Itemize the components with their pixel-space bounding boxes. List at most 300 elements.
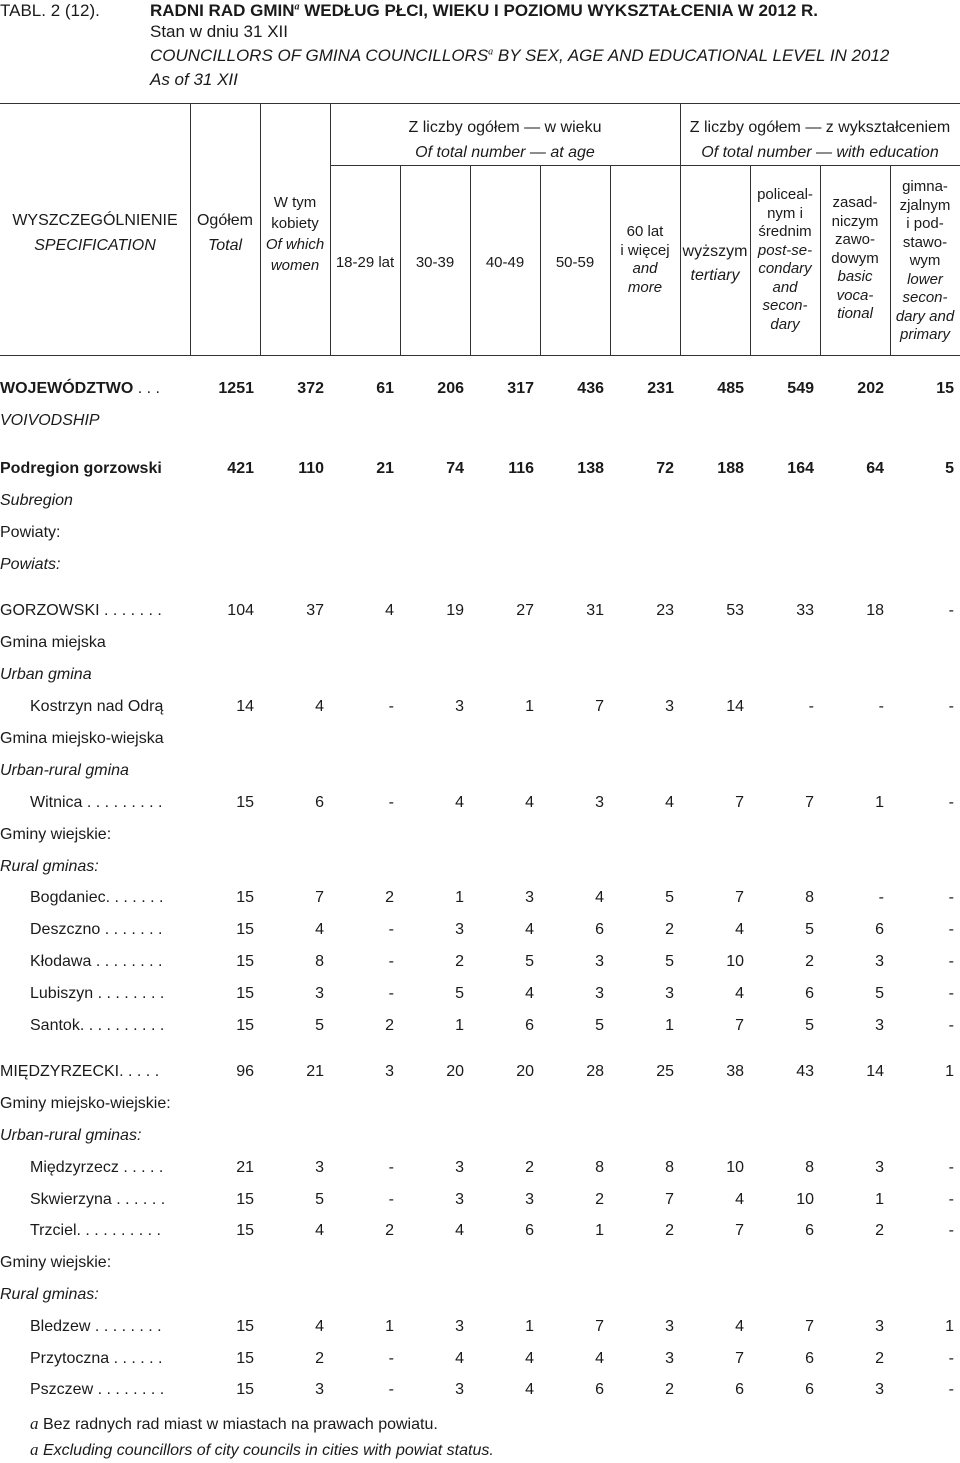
cell-col-2: 4 [315, 1318, 324, 1335]
cell-col-11: 15 [936, 380, 954, 397]
cell-col-4: 2 [455, 953, 464, 970]
cell-col-5: 317 [507, 380, 534, 397]
row-label [0, 412, 100, 430]
cell-col-11: 1 [945, 1318, 954, 1335]
cell-col-8: 10 [726, 1159, 744, 1176]
cell-col-6: 28 [586, 1063, 604, 1080]
edu4-header-en-2: secon- [902, 289, 948, 306]
cell-col-6: 3 [595, 794, 604, 811]
cell-col-5: 2 [525, 1159, 534, 1176]
women-header-en-1: Of which [265, 236, 325, 253]
cell-col-2: 21 [306, 1063, 324, 1080]
cell-col-5: 4 [525, 1350, 534, 1367]
cell-col-3: 4 [385, 602, 394, 619]
cell-col-2: 2 [315, 1350, 324, 1367]
edu2-header-pl-1: policeal- [757, 186, 813, 203]
row-leader-dots: . . . . . . . . [91, 953, 163, 970]
edu3-header [820, 194, 890, 324]
date-pl: Stan w dniu 31 XII [150, 22, 288, 41]
cell-col-2: 5 [315, 1017, 324, 1034]
cell-col-2: 5 [315, 1191, 324, 1208]
cell-col-7: 1 [665, 1017, 674, 1034]
cell-col-9: 33 [796, 602, 814, 619]
cell-col-8: 7 [735, 1222, 744, 1239]
table-row [0, 889, 960, 917]
table-row-label [0, 730, 960, 758]
cell-col-5: 6 [525, 1222, 534, 1239]
cell-col-3: 2 [385, 889, 394, 906]
cell-col-2: 37 [306, 602, 324, 619]
cell-col-11: - [948, 1350, 954, 1367]
cell-col-11: - [948, 985, 954, 1002]
table-row-label [0, 666, 960, 694]
table-row-label [0, 524, 960, 552]
cell-col-1: 1251 [218, 380, 254, 397]
table-row [0, 698, 960, 726]
header-top-rule [0, 103, 960, 104]
row-leader-dots: . . . [133, 380, 160, 397]
cell-col-2: 4 [315, 921, 324, 938]
cell-col-9: 43 [796, 1063, 814, 1080]
edu2-header-pl-2: nym i [767, 204, 803, 222]
cell-col-9: 5 [805, 921, 814, 938]
edu1-header [680, 240, 750, 288]
cell-col-8: 14 [726, 698, 744, 715]
cell-col-6: 3 [595, 953, 604, 970]
table-row [0, 794, 960, 822]
cell-col-10: - [878, 889, 884, 906]
cell-col-11: - [948, 1159, 954, 1176]
table-row-label [0, 1254, 960, 1282]
edu4-header-en-3: dary and [895, 307, 955, 325]
edu2-header-en-1: post-se- [757, 241, 813, 259]
row-label [0, 634, 106, 652]
cell-col-5: 1 [525, 698, 534, 715]
row-label [30, 1381, 164, 1399]
cell-col-4: 1 [455, 889, 464, 906]
row-label [0, 1254, 111, 1272]
cell-col-2: 4 [315, 698, 324, 715]
table-row [0, 602, 960, 630]
row-label [0, 556, 60, 574]
row-label-text: Powiaty: [0, 524, 61, 541]
table-row-label [0, 412, 960, 440]
edu3-header-pl-4: dowym [831, 249, 879, 267]
table-row [0, 953, 960, 981]
row-label-text: Podregion gorzowski [0, 460, 162, 477]
table-row-label [0, 858, 960, 886]
cell-col-10: 2 [875, 1222, 884, 1239]
total-header-pl: Ogółem [196, 212, 254, 229]
edu3-header-pl-1: zasad- [832, 194, 878, 211]
cell-col-11: 1 [945, 1063, 954, 1080]
cell-col-8: 38 [726, 1063, 744, 1080]
age5-header-en-1: and [632, 260, 658, 277]
edu-group-header-en: Of total number — with education [701, 144, 939, 161]
cell-col-6: 8 [595, 1159, 604, 1176]
cell-col-11: - [948, 698, 954, 715]
row-label-text: Skwierzyna [30, 1191, 112, 1208]
row-label-text: Międzyrzecz [30, 1159, 119, 1176]
table-row-label [0, 556, 960, 584]
cell-col-9: 6 [805, 1222, 814, 1239]
cell-col-8: 485 [717, 380, 744, 397]
age-group-rule [330, 165, 680, 166]
table-title-en [150, 46, 889, 66]
cell-col-5: 4 [525, 1381, 534, 1398]
cell-col-1: 421 [227, 460, 254, 477]
cell-col-6: 31 [586, 602, 604, 619]
age4-header: 50-59 [555, 254, 595, 271]
women-header-en-2: women [270, 257, 320, 274]
cell-col-6: 4 [595, 889, 604, 906]
cell-col-4: 19 [446, 602, 464, 619]
cell-col-1: 104 [227, 602, 254, 619]
cell-col-11: - [948, 921, 954, 938]
spec-header-pl: WYSZCZEGÓLNIENIE [12, 212, 178, 229]
cell-col-5: 1 [525, 1318, 534, 1335]
row-label [0, 666, 92, 684]
row-label [30, 1191, 165, 1209]
cell-col-11: - [948, 794, 954, 811]
edu4-header-pl-5: wym [909, 252, 941, 269]
row-label [0, 1127, 141, 1145]
cell-col-10: 5 [875, 985, 884, 1002]
cell-col-5: 4 [525, 921, 534, 938]
edu3-header-en-1: basic [837, 268, 873, 285]
cell-col-4: 4 [455, 794, 464, 811]
total-header-en: Total [207, 237, 243, 254]
cell-col-2: 8 [315, 953, 324, 970]
row-leader-dots: . . . . . . . [99, 602, 162, 619]
cell-col-9: 6 [805, 985, 814, 1002]
edu-group-header [680, 115, 960, 165]
cell-col-8: 7 [735, 794, 744, 811]
title-pl-text: RADNI RAD GMIN [150, 1, 295, 20]
row-label-text: Urban-rural gmina [0, 762, 129, 779]
table-row-label [0, 1127, 960, 1155]
edu-group-header-pl: Z liczby ogółem — z wykształceniem [689, 119, 951, 136]
cell-col-10: 3 [875, 1017, 884, 1034]
cell-col-10: 64 [866, 460, 884, 477]
cell-col-6: 436 [577, 380, 604, 397]
edu2-header-en-5: dary [770, 315, 800, 333]
cell-col-9: 7 [805, 794, 814, 811]
age5-header-pl-2: i więcej [620, 241, 670, 259]
cell-col-7: 72 [656, 460, 674, 477]
cell-col-8: 188 [717, 460, 744, 477]
cell-col-10: - [878, 698, 884, 715]
row-label [0, 492, 73, 510]
cell-col-1: 15 [236, 1191, 254, 1208]
cell-col-3: 21 [376, 460, 394, 477]
cell-col-4: 4 [455, 1222, 464, 1239]
cell-col-6: 5 [595, 1017, 604, 1034]
row-label [0, 730, 164, 748]
cell-col-4: 4 [455, 1350, 464, 1367]
cell-col-9: 8 [805, 1159, 814, 1176]
cell-col-10: 14 [866, 1063, 884, 1080]
row-label [0, 762, 129, 780]
table-row [0, 1017, 960, 1045]
cell-col-9: 2 [805, 953, 814, 970]
title-en-footnote-mark: a [488, 46, 494, 58]
cell-col-8: 53 [726, 602, 744, 619]
cell-col-5: 27 [516, 602, 534, 619]
cell-col-1: 15 [236, 953, 254, 970]
cell-col-6: 7 [595, 698, 604, 715]
row-label [30, 794, 162, 812]
cell-col-5: 3 [525, 889, 534, 906]
cell-col-2: 3 [315, 1159, 324, 1176]
age3-header: 40-49 [485, 254, 525, 271]
row-leader-dots: . . . . . [119, 1063, 160, 1080]
row-label-text: Witnica [30, 794, 83, 811]
edu3-header-en-3: tional [837, 305, 873, 322]
row-label [0, 524, 60, 542]
cell-col-11: - [948, 889, 954, 906]
cell-col-10: 6 [875, 921, 884, 938]
women-header-pl-2: kobiety [271, 215, 319, 232]
row-label-text: Przytoczna [30, 1350, 110, 1367]
cell-col-3: - [388, 921, 394, 938]
cell-col-1: 15 [236, 985, 254, 1002]
cell-col-10: 3 [875, 1159, 884, 1176]
row-leader-dots: . . . . . . . . . . [79, 1017, 165, 1034]
footnote-en [30, 1440, 494, 1460]
edu2-header-en-3: and [772, 278, 798, 296]
cell-col-7: 2 [665, 1222, 674, 1239]
age5-header [610, 223, 680, 297]
cell-col-7: 25 [656, 1063, 674, 1080]
age1-header: 18-29 lat [335, 254, 395, 271]
row-label-text: VOIVODSHIP [0, 412, 100, 429]
table-row [0, 1318, 960, 1346]
cell-col-6: 4 [595, 1350, 604, 1367]
edu3-header-en-2: voca- [836, 286, 874, 304]
row-label-text: Rural gminas: [0, 1286, 99, 1303]
row-label-text: Trzciel [30, 1222, 77, 1239]
row-label-text: Lubiszyn [30, 985, 94, 1002]
cell-col-10: 3 [875, 1318, 884, 1335]
cell-col-7: 7 [665, 1191, 674, 1208]
cell-col-8: 7 [735, 1350, 744, 1367]
row-label [30, 921, 162, 939]
cell-col-7: 4 [665, 794, 674, 811]
cell-col-8: 4 [735, 1191, 744, 1208]
footnote-en-text: Excluding councillors of city councils in cities with powiat status. [38, 1442, 494, 1459]
cell-col-7: 3 [665, 985, 674, 1002]
cell-col-5: 116 [508, 460, 534, 477]
cell-col-3: - [388, 953, 394, 970]
footnote-pl-text: Bez radnych rad miast w miastach na prawach powiatu. [38, 1416, 438, 1433]
cell-col-3: 61 [376, 380, 394, 397]
cell-col-11: - [948, 1222, 954, 1239]
edu2-header [750, 186, 820, 334]
date-en: As of 31 XII [150, 70, 238, 89]
age5-header-en-2: more [627, 278, 663, 296]
cell-col-8: 4 [735, 921, 744, 938]
cell-col-9: - [808, 698, 814, 715]
cell-col-7: 5 [665, 953, 674, 970]
cell-col-11: - [948, 1017, 954, 1034]
cell-col-4: 74 [446, 460, 464, 477]
title-en-text: COUNCILLORS OF GMINA COUNCILLORS [150, 46, 489, 65]
row-label-text: Bledzew [30, 1318, 91, 1335]
cell-col-9: 549 [787, 380, 814, 397]
row-label-text: Urban-rural gminas: [0, 1127, 142, 1144]
row-leader-dots: . . . . . . . . . [82, 794, 163, 811]
cell-col-11: 5 [945, 460, 954, 477]
cell-col-6: 2 [595, 1191, 604, 1208]
cell-col-11: - [948, 1381, 954, 1398]
cell-col-5: 4 [525, 794, 534, 811]
total-header [190, 208, 260, 258]
edu3-header-pl-2: niczym [831, 212, 879, 230]
cell-col-3: - [388, 794, 394, 811]
women-header [260, 192, 330, 276]
cell-col-1: 21 [236, 1159, 254, 1176]
cell-col-9: 6 [805, 1381, 814, 1398]
cell-col-9: 5 [805, 1017, 814, 1034]
row-leader-dots: . . . . . . . . [93, 985, 165, 1002]
footnote-pl [30, 1414, 438, 1434]
cell-col-3: 1 [385, 1318, 394, 1335]
cell-col-7: 2 [665, 921, 674, 938]
edu4-header-pl-3: i pod- [906, 215, 944, 232]
cell-col-10: 1 [875, 794, 884, 811]
edu2-header-en-2: condary [758, 260, 812, 277]
table-title-pl [150, 1, 818, 21]
age5-header-pl-1: 60 lat [626, 223, 664, 240]
cell-col-1: 15 [236, 921, 254, 938]
table-row [0, 460, 960, 488]
row-label [30, 1222, 161, 1240]
cell-col-3: - [388, 985, 394, 1002]
title-pl-text-rest: WEDŁUG PŁCI, WIEKU I POZIOMU WYKSZTAŁCENIA W 2012 R. [299, 1, 819, 20]
row-label [30, 953, 163, 971]
row-label-text: Bogdaniec [30, 889, 106, 906]
header-bottom-rule [0, 355, 960, 356]
cell-col-5: 5 [525, 953, 534, 970]
spec-header [0, 208, 190, 258]
cell-col-7: 3 [665, 1350, 674, 1367]
cell-col-8: 4 [735, 1318, 744, 1335]
row-label [30, 1159, 163, 1177]
cell-col-10: 1 [875, 1191, 884, 1208]
edu2-header-pl-3: średnim [758, 223, 812, 240]
row-label-text: Subregion [0, 492, 73, 509]
row-label [30, 698, 163, 716]
cell-col-1: 15 [236, 889, 254, 906]
age-group-header [330, 115, 680, 165]
cell-col-2: 372 [297, 380, 324, 397]
row-leader-dots: . . . . . . [109, 1350, 163, 1367]
cell-col-2: 3 [315, 1381, 324, 1398]
age2-header: 30-39 [415, 254, 455, 271]
row-label [0, 1286, 99, 1304]
title-en-text-rest: BY SEX, AGE AND EDUCATIONAL LEVEL IN 2012 [493, 46, 890, 65]
row-label [0, 460, 162, 478]
cell-col-2: 3 [315, 985, 324, 1002]
cell-col-10: 202 [857, 380, 884, 397]
cell-col-10: 3 [875, 953, 884, 970]
footnote-en-marker: a [30, 1440, 39, 1459]
row-label-text: Urban gmina [0, 666, 92, 683]
cell-col-9: 10 [796, 1191, 814, 1208]
row-label-text: WOJEWÓDZTWO [0, 380, 134, 397]
cell-col-2: 6 [315, 794, 324, 811]
cell-col-6: 1 [595, 1222, 604, 1239]
row-label [0, 858, 99, 876]
row-label [0, 602, 162, 620]
row-leader-dots: . . . . . . . . . . [76, 1222, 161, 1239]
cell-col-1: 15 [236, 794, 254, 811]
cell-col-2: 110 [298, 460, 324, 477]
cell-col-4: 3 [455, 1159, 464, 1176]
row-label [0, 1095, 171, 1113]
cell-col-6: 7 [595, 1318, 604, 1335]
row-leader-dots: . . . . . . [111, 1191, 166, 1208]
footnote-pl-marker: a [30, 1414, 39, 1433]
cell-col-6: 6 [595, 921, 604, 938]
table-row [0, 1381, 960, 1409]
table-row-label [0, 634, 960, 662]
cell-col-3: 3 [385, 1063, 394, 1080]
cell-col-7: 2 [665, 1381, 674, 1398]
row-label-text: GORZOWSKI [0, 602, 100, 619]
cell-col-1: 96 [236, 1063, 254, 1080]
cell-col-4: 3 [455, 698, 464, 715]
cell-col-4: 1 [455, 1017, 464, 1034]
cell-col-9: 6 [805, 1350, 814, 1367]
cell-col-1: 15 [236, 1318, 254, 1335]
cell-col-10: 3 [875, 1381, 884, 1398]
row-label-text: Gminy wiejskie: [0, 1254, 112, 1271]
table-row [0, 1350, 960, 1378]
cell-col-9: 8 [805, 889, 814, 906]
row-label [0, 1063, 159, 1081]
cell-col-1: 14 [236, 698, 254, 715]
row-label-text: Kostrzyn nad Odrą [30, 698, 164, 715]
table-row [0, 1191, 960, 1219]
cell-col-4: 5 [455, 985, 464, 1002]
row-label [30, 1017, 164, 1035]
cell-col-8: 7 [735, 889, 744, 906]
row-label [30, 985, 164, 1003]
cell-col-4: 20 [446, 1063, 464, 1080]
cell-col-10: 18 [866, 602, 884, 619]
cell-col-3: 2 [385, 1017, 394, 1034]
edu4-header [890, 178, 960, 345]
cell-col-5: 4 [525, 985, 534, 1002]
edu1-header-en: tertiary [690, 267, 740, 284]
cell-col-6: 3 [595, 985, 604, 1002]
row-label-text: Santok [30, 1017, 80, 1034]
cell-col-2: 4 [315, 1222, 324, 1239]
cell-col-2: 7 [315, 889, 324, 906]
cell-col-1: 15 [236, 1017, 254, 1034]
table-row [0, 1159, 960, 1187]
age-group-header-en: Of total number — at age [415, 144, 595, 161]
row-label-text: Deszczno [30, 921, 101, 938]
title-pl-footnote-mark: a [294, 1, 300, 13]
cell-col-4: 206 [437, 380, 464, 397]
row-leader-dots: . . . . . . . . [93, 1381, 165, 1398]
row-label [30, 1318, 162, 1336]
cell-col-3: - [388, 1381, 394, 1398]
cell-col-7: 3 [665, 1318, 674, 1335]
